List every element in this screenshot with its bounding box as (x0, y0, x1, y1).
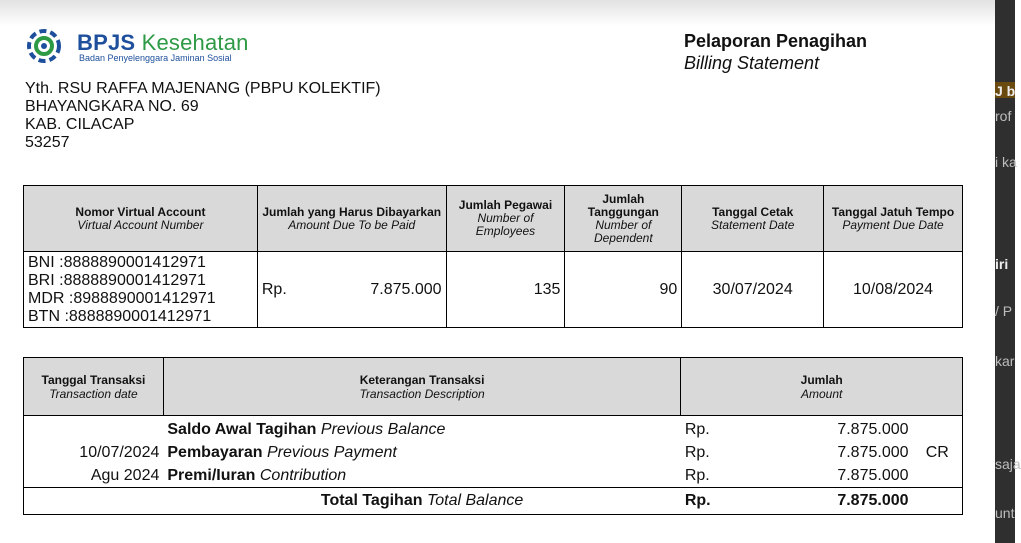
transaction-desc: Premi/Iuran Contribution (167, 466, 347, 484)
adjacent-window-text: iri (995, 256, 1009, 272)
bpjs-logo-icon (24, 28, 64, 64)
amount-due-header: Jumlah yang Harus Dibayarkan Amount Due To be Paid (257, 186, 446, 252)
table-header-row (24, 358, 963, 416)
brand-bpjs: BPJS (77, 30, 136, 55)
transaction-amount: 7.875.000 (837, 443, 909, 461)
recipient-address (25, 80, 381, 152)
dependents-value: 90 (565, 252, 682, 328)
transaction-desc: Saldo Awal Tagihan Previous Balance (167, 420, 446, 438)
transaction-date: 10/07/2024 (79, 443, 160, 461)
due-date-header: Tanggal Jatuh Tempo Payment Due Date (824, 186, 963, 252)
transaction-currency: Rp. (684, 466, 710, 484)
due-date-value: 10/08/2024 (824, 252, 963, 328)
adjacent-window-text: saja (995, 456, 1021, 472)
adjacent-window-panel (995, 0, 1021, 543)
va-header: Nomor Virtual Account Virtual Account Number (24, 186, 258, 252)
currency-label: Rp. (261, 280, 287, 298)
virtual-account-btn: BTN :8888890001412971 (28, 307, 212, 325)
table-header-row (24, 186, 963, 252)
table-row (24, 464, 963, 488)
adjacent-window-text: J b (995, 83, 1016, 99)
virtual-account-list (24, 252, 258, 328)
employees-header: Jumlah Pegawai Number of Employees (446, 186, 565, 252)
table-row (24, 418, 963, 441)
table-row (24, 441, 963, 464)
virtual-account-mdr: MDR :8988890001412971 (28, 289, 216, 307)
amount-due-value: 7.875.000 (370, 280, 442, 298)
transaction-date-header: Tanggal Transaksi Transaction date (24, 358, 164, 416)
adjacent-window-text: / P (995, 303, 1013, 319)
transaction-amount: 7.875.000 (837, 420, 909, 438)
total-row (24, 488, 963, 515)
transaction-flag (913, 418, 963, 441)
top-shadow (0, 0, 995, 26)
adjacent-window-text: kar (995, 353, 1015, 369)
employees-value: 135 (446, 252, 565, 328)
adjacent-window-text: i ka (995, 154, 1017, 170)
adjacent-window-text: rof (995, 108, 1012, 124)
billing-summary-table (23, 185, 963, 328)
total-label: Total Tagihan Total Balance (163, 488, 680, 515)
transaction-flag (913, 464, 963, 488)
brand-tagline: Badan Penyelenggara Jaminan Sosial (79, 53, 232, 63)
transaction-flag: CR (925, 443, 949, 461)
transaction-desc: Pembayaran Previous Payment (167, 443, 397, 461)
transactions-table (23, 357, 963, 515)
adjacent-window-text: unt (995, 505, 1015, 521)
address-line: BHAYANGKARA NO. 69 (25, 98, 199, 115)
total-currency: Rp. (681, 488, 753, 515)
transaction-amount: 7.875.000 (837, 466, 909, 484)
transaction-currency: Rp. (684, 420, 710, 438)
address-line: Yth. RSU RAFFA MAJENANG (PBPU KOLEKTIF) (25, 80, 381, 97)
transaction-currency: Rp. (684, 443, 710, 461)
statement-date-header: Tanggal Cetak Statement Date (682, 186, 824, 252)
virtual-account-bni: BNI :8888890001412971 (28, 253, 206, 271)
page-subtitle: Billing Statement (684, 53, 820, 73)
table-row (24, 252, 963, 328)
transaction-date: Agu 2024 (90, 466, 160, 484)
address-line: KAB. CILACAP (25, 116, 135, 133)
transaction-desc-header: Keterangan Transaksi Transaction Description (163, 358, 680, 416)
page-title: Pelaporan Penagihan (684, 31, 868, 51)
brand-kesehatan: Kesehatan (141, 30, 249, 55)
transaction-date (24, 418, 164, 441)
statement-date-value: 30/07/2024 (682, 252, 824, 328)
amount-due-cell (257, 252, 446, 328)
total-amount: 7.875.000 (753, 488, 913, 515)
virtual-account-bri: BRI :8888890001412971 (28, 271, 206, 289)
address-line: 53257 (25, 134, 70, 151)
dependents-header: Jumlah Tanggungan Number of Dependent (565, 186, 682, 252)
transaction-amount-header: Jumlah Amount (681, 358, 963, 416)
